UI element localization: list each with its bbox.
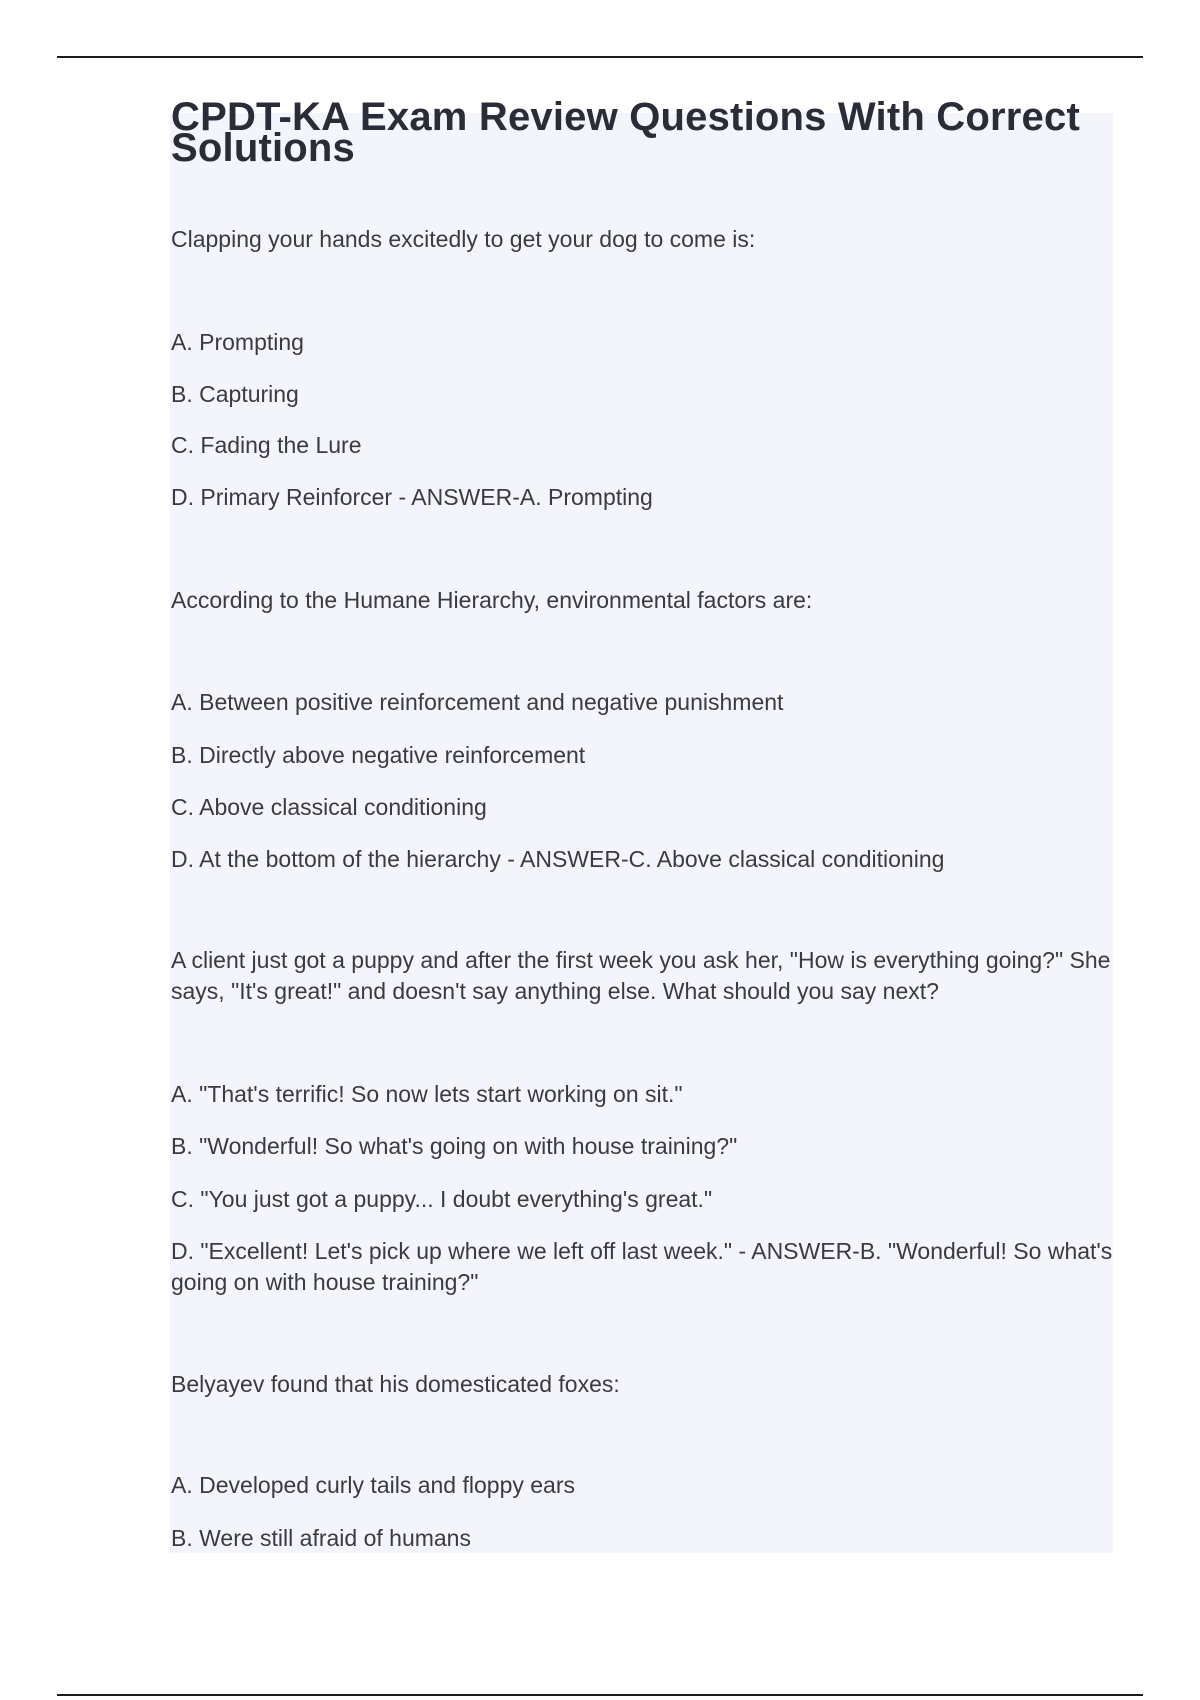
question-1-option-a: A. Prompting	[171, 329, 304, 355]
bottom-rule	[57, 1694, 1143, 1696]
question-1-option-b: B. Capturing	[171, 381, 299, 407]
question-2-option-a: A. Between positive reinforcement and negative punishment	[171, 689, 784, 715]
question-3-prompt: A client just got a puppy and after the first week you ask her, "How is everything going?" She says, "It's great!" and doesn't say anything else. What should you say next?	[171, 947, 1111, 1004]
question-4-option-a: A. Developed curly tails and floppy ears	[171, 1472, 575, 1498]
question-3-option-d: D. "Excellent! Let's pick up where we left off last week." - ANSWER-B. "Wonderful! So what's going on with house training?"	[171, 1238, 1113, 1295]
question-4-prompt: Belyayev found that his domesticated foxes:	[171, 1371, 620, 1397]
question-3-option-a: A. "That's terrific! So now lets start working on sit."	[171, 1081, 683, 1107]
question-2-option-b: B. Directly above negative reinforcement	[171, 742, 586, 768]
question-2-option-d: D. At the bottom of the hierarchy - ANSWER-C. Above classical conditioning	[171, 846, 945, 872]
question-3-option-b: B. "Wonderful! So what's going on with house training?"	[171, 1133, 738, 1159]
top-rule	[57, 56, 1143, 58]
document-title: CPDT-KA Exam Review Questions With Correct Solutions	[171, 95, 1080, 170]
question-3-option-c: C. "You just got a puppy... I doubt everything's great."	[171, 1186, 713, 1212]
question-1-prompt: Clapping your hands excitedly to get your dog to come is:	[171, 226, 756, 252]
question-2-prompt: According to the Humane Hierarchy, environmental factors are:	[171, 587, 813, 613]
question-2-option-c: C. Above classical conditioning	[171, 794, 487, 820]
question-4-option-b: B. Were still afraid of humans	[171, 1525, 471, 1551]
question-1-option-d: D. Primary Reinforcer - ANSWER-A. Prompting	[171, 484, 653, 510]
question-1-option-c: C. Fading the Lure	[171, 432, 362, 458]
